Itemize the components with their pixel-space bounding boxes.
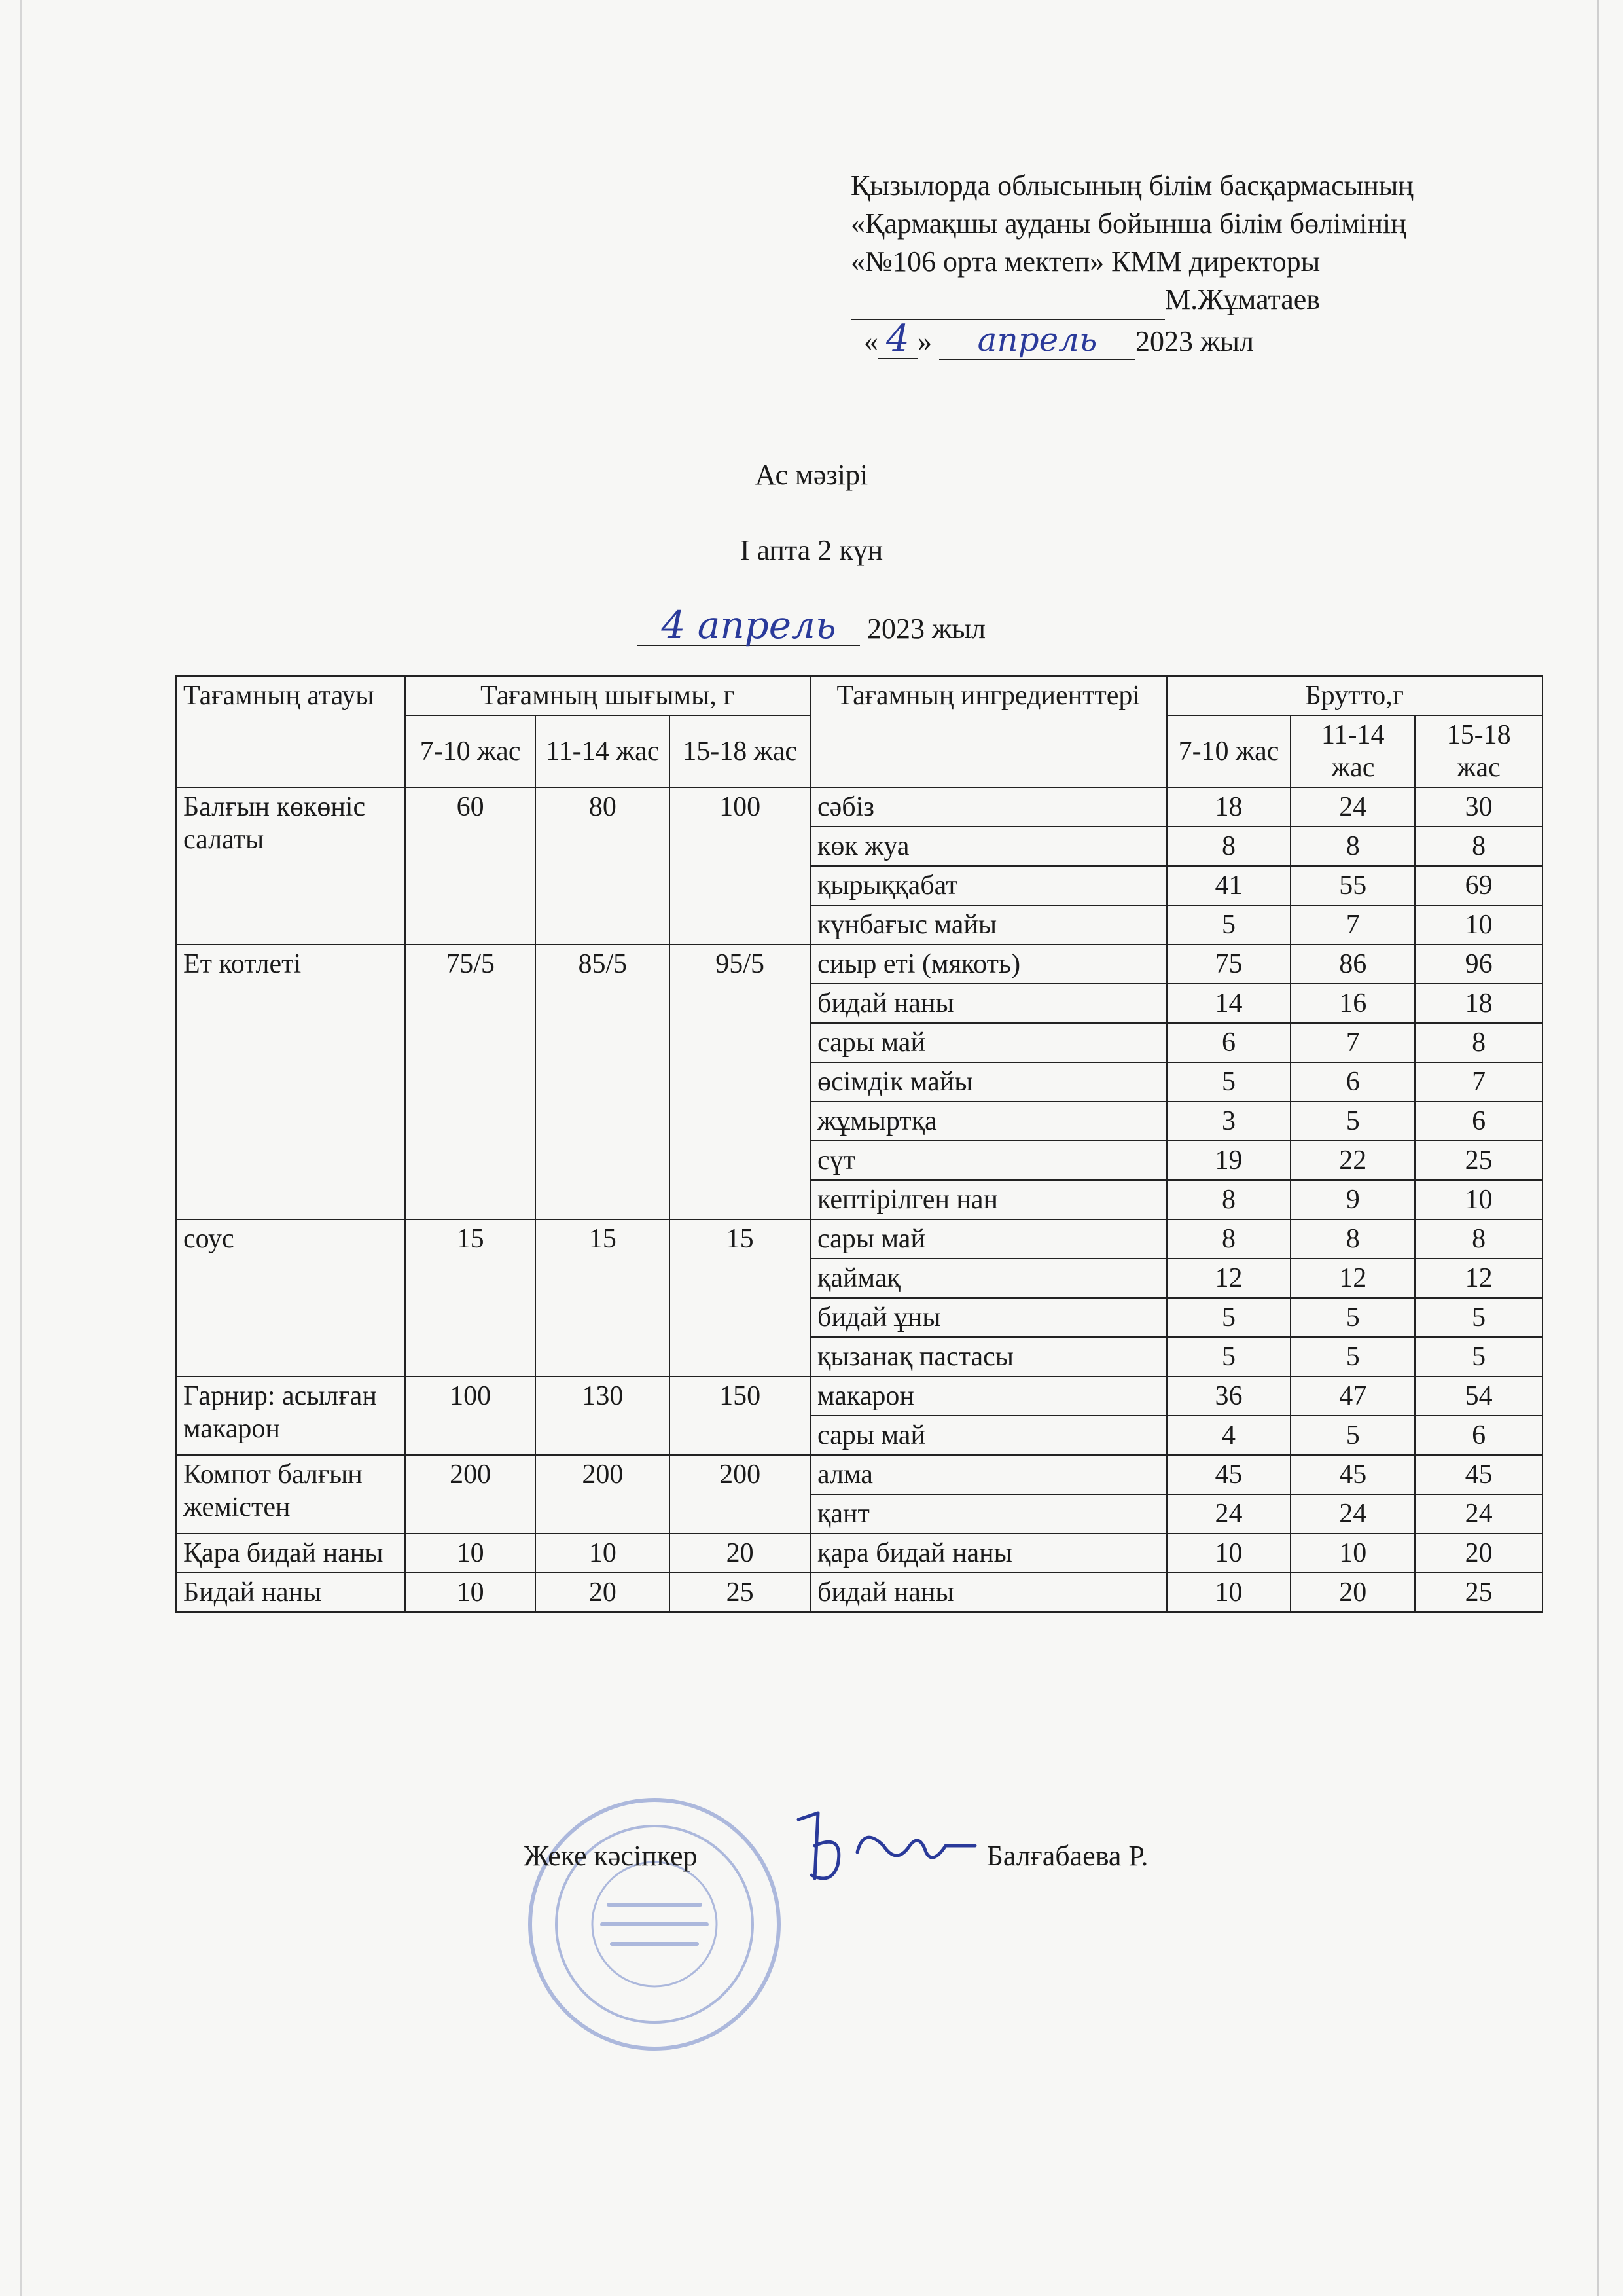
ingredient-name: сүт	[810, 1141, 1167, 1180]
ingredient-brutto: 8	[1167, 1219, 1291, 1259]
signature-role: Жеке кәсіпкер	[524, 1840, 698, 1872]
ingredient-brutto: 25	[1415, 1573, 1543, 1612]
header-row-1	[176, 676, 1543, 715]
approval-day: 4	[878, 320, 918, 359]
ingredient-brutto: 8	[1415, 827, 1543, 866]
ingredient-name: сары май	[810, 1416, 1167, 1455]
header-yield-age-15-18: 15-18 жас	[669, 715, 810, 787]
ingredient-brutto: 10	[1415, 905, 1543, 944]
dish-name: Балғын көкөніс салаты	[176, 787, 405, 944]
ingredient-brutto: 8	[1291, 1219, 1415, 1259]
ingredient-brutto: 54	[1415, 1376, 1543, 1416]
ingredient-brutto: 18	[1415, 984, 1543, 1023]
ingredient-brutto: 7	[1291, 1023, 1415, 1062]
ingredient-brutto: 8	[1291, 827, 1415, 866]
dish-yield: 10	[405, 1534, 536, 1573]
ingredient-brutto: 7	[1415, 1062, 1543, 1102]
ingredient-brutto: 41	[1167, 866, 1291, 905]
table-row	[176, 1376, 1543, 1416]
approval-line-2: «Қармақшы ауданы бойынша білім бөлімінің	[851, 207, 1406, 240]
ingredient-brutto: 86	[1291, 944, 1415, 984]
dish-yield: 15	[405, 1219, 536, 1376]
ingredient-brutto: 10	[1415, 1180, 1543, 1219]
round-stamp-icon	[524, 1793, 785, 2055]
ingredient-name: күнбағыс майы	[810, 905, 1167, 944]
dish-name: Ет котлеті	[176, 944, 405, 1219]
ingredient-brutto: 24	[1291, 787, 1415, 827]
handwritten-signature-icon	[785, 1806, 982, 1898]
ingredient-brutto: 5	[1167, 1298, 1291, 1337]
dish-yield: 75/5	[405, 944, 536, 1219]
document-subtitle: I апта 2 күн	[740, 534, 883, 566]
ingredient-name: макарон	[810, 1376, 1167, 1416]
scan-edge-left	[20, 0, 22, 2296]
dish-yield: 15	[535, 1219, 669, 1376]
table-row	[176, 1534, 1543, 1573]
ingredient-brutto: 8	[1415, 1219, 1543, 1259]
dish-yield: 130	[535, 1376, 669, 1455]
header-brutto-age-7-10: 7-10 жас	[1167, 715, 1291, 787]
ingredient-name: қызанақ пастасы	[810, 1337, 1167, 1376]
approval-line-1: Қызылорда облысының білім басқармасының	[851, 170, 1414, 202]
dish-yield: 95/5	[669, 944, 810, 1219]
table-row	[176, 787, 1543, 827]
ingredient-brutto: 3	[1167, 1102, 1291, 1141]
ingredient-brutto: 5	[1167, 905, 1291, 944]
ingredient-brutto: 24	[1415, 1494, 1543, 1534]
dish-yield: 10	[535, 1534, 669, 1573]
ingredient-brutto: 5	[1291, 1416, 1415, 1455]
approval-signer-line	[851, 281, 1505, 320]
ingredient-name: өсімдік майы	[810, 1062, 1167, 1102]
header-yield-age-11-14: 11-14 жас	[535, 715, 669, 787]
ingredient-brutto: 6	[1167, 1023, 1291, 1062]
scan-edge-right	[1597, 0, 1599, 2296]
ingredient-brutto: 22	[1291, 1141, 1415, 1180]
approval-month: апрель	[939, 321, 1135, 360]
ingredient-brutto: 10	[1167, 1573, 1291, 1612]
ingredient-name: көк жуа	[810, 827, 1167, 866]
menu-table	[175, 675, 1543, 1613]
ingredient-brutto: 8	[1415, 1023, 1543, 1062]
ingredient-brutto: 20	[1291, 1573, 1415, 1612]
ingredient-brutto: 69	[1415, 866, 1543, 905]
dish-yield: 100	[405, 1376, 536, 1455]
approval-block	[851, 167, 1505, 361]
ingredient-brutto: 4	[1167, 1416, 1291, 1455]
ingredient-brutto: 10	[1291, 1534, 1415, 1573]
ingredient-brutto: 8	[1167, 827, 1291, 866]
date-open-quote: «	[864, 325, 878, 357]
header-brutto: Брутто,г	[1167, 676, 1543, 715]
approval-year: 2023 жыл	[1135, 325, 1254, 357]
signature-blank	[851, 281, 1165, 320]
ingredient-name: қант	[810, 1494, 1167, 1534]
menu-table-body	[176, 787, 1543, 1612]
ingredient-name: сары май	[810, 1219, 1167, 1259]
ingredient-name: жұмыртқа	[810, 1102, 1167, 1141]
dish-yield: 20	[535, 1573, 669, 1612]
ingredient-brutto: 45	[1291, 1455, 1415, 1494]
dish-name: Қара бидай наны	[176, 1534, 405, 1573]
ingredient-brutto: 20	[1415, 1534, 1543, 1573]
ingredient-name: қырыққабат	[810, 866, 1167, 905]
ingredient-name: алма	[810, 1455, 1167, 1494]
ingredient-brutto: 36	[1167, 1376, 1291, 1416]
dish-yield: 25	[669, 1573, 810, 1612]
ingredient-brutto: 12	[1291, 1259, 1415, 1298]
ingredient-name: бидай наны	[810, 984, 1167, 1023]
ingredient-brutto: 5	[1291, 1102, 1415, 1141]
header-ingredients: Тағамның ингредиенттері	[810, 676, 1167, 787]
ingredient-brutto: 96	[1415, 944, 1543, 984]
ingredient-name: сәбіз	[810, 787, 1167, 827]
ingredient-brutto: 45	[1415, 1455, 1543, 1494]
dish-name: соус	[176, 1219, 405, 1376]
document-title: Ас мәзірі	[755, 459, 868, 491]
dish-yield: 80	[535, 787, 669, 944]
ingredient-name: кептірілген нан	[810, 1180, 1167, 1219]
ingredient-brutto: 45	[1167, 1455, 1291, 1494]
ingredient-brutto: 5	[1291, 1298, 1415, 1337]
dish-yield: 10	[405, 1573, 536, 1612]
table-row	[176, 1573, 1543, 1612]
dish-yield: 15	[669, 1219, 810, 1376]
ingredient-brutto: 12	[1167, 1259, 1291, 1298]
dish-yield: 150	[669, 1376, 810, 1455]
table-row	[176, 944, 1543, 984]
ingredient-brutto: 5	[1415, 1337, 1543, 1376]
signature-name: Балғабаева Р.	[986, 1840, 1149, 1872]
header-yield: Тағамның шығымы, г	[405, 676, 810, 715]
ingredient-name: сары май	[810, 1023, 1167, 1062]
ingredient-brutto: 8	[1167, 1180, 1291, 1219]
table-row	[176, 1219, 1543, 1259]
ingredient-name: бидай ұны	[810, 1298, 1167, 1337]
dish-yield: 20	[669, 1534, 810, 1573]
header-yield-age-7-10: 7-10 жас	[405, 715, 536, 787]
ingredient-brutto: 9	[1291, 1180, 1415, 1219]
dish-yield: 60	[405, 787, 536, 944]
date-close-quote: »	[918, 325, 932, 357]
ingredient-brutto: 55	[1291, 866, 1415, 905]
ingredient-name: қаймақ	[810, 1259, 1167, 1298]
ingredient-brutto: 6	[1415, 1416, 1543, 1455]
document-date	[0, 605, 1623, 646]
ingredient-brutto: 7	[1291, 905, 1415, 944]
ingredient-brutto: 6	[1291, 1062, 1415, 1102]
ingredient-brutto: 24	[1291, 1494, 1415, 1534]
dish-name: Гарнир: асылған макарон	[176, 1376, 405, 1455]
header-brutto-age-11-14: 11-14 жас	[1291, 715, 1415, 787]
ingredient-brutto: 14	[1167, 984, 1291, 1023]
dish-yield: 100	[669, 787, 810, 944]
header-dish: Тағамның атауы	[176, 676, 405, 787]
approval-signer: М.Жұматаев	[1165, 283, 1321, 315]
dish-yield: 200	[535, 1455, 669, 1534]
ingredient-brutto: 25	[1415, 1141, 1543, 1180]
header-brutto-age-15-18: 15-18 жас	[1415, 715, 1543, 787]
ingredient-brutto: 5	[1167, 1062, 1291, 1102]
dish-name: Компот балғын жемістен	[176, 1455, 405, 1534]
approval-date-line	[851, 317, 1505, 361]
dish-yield: 200	[669, 1455, 810, 1534]
ingredient-brutto: 5	[1415, 1298, 1543, 1337]
ingredient-brutto: 16	[1291, 984, 1415, 1023]
table-row	[176, 1455, 1543, 1494]
ingredient-brutto: 5	[1167, 1337, 1291, 1376]
date-handwritten: 4 апрель	[637, 605, 860, 646]
ingredient-brutto: 19	[1167, 1141, 1291, 1180]
ingredient-brutto: 10	[1167, 1534, 1291, 1573]
ingredient-brutto: 12	[1415, 1259, 1543, 1298]
ingredient-brutto: 5	[1291, 1337, 1415, 1376]
date-year: 2023 жыл	[867, 613, 986, 645]
ingredient-brutto: 6	[1415, 1102, 1543, 1141]
ingredient-brutto: 18	[1167, 787, 1291, 827]
ingredient-brutto: 30	[1415, 787, 1543, 827]
ingredient-name: бидай наны	[810, 1573, 1167, 1612]
ingredient-brutto: 47	[1291, 1376, 1415, 1416]
ingredient-name: қара бидай наны	[810, 1534, 1167, 1573]
approval-line-3: «№106 орта мектеп» КММ директоры	[851, 245, 1321, 278]
ingredient-brutto: 75	[1167, 944, 1291, 984]
ingredient-name: сиыр еті (мякоть)	[810, 944, 1167, 984]
dish-yield: 200	[405, 1455, 536, 1534]
ingredient-brutto: 24	[1167, 1494, 1291, 1534]
dish-name: Бидай наны	[176, 1573, 405, 1612]
dish-yield: 85/5	[535, 944, 669, 1219]
